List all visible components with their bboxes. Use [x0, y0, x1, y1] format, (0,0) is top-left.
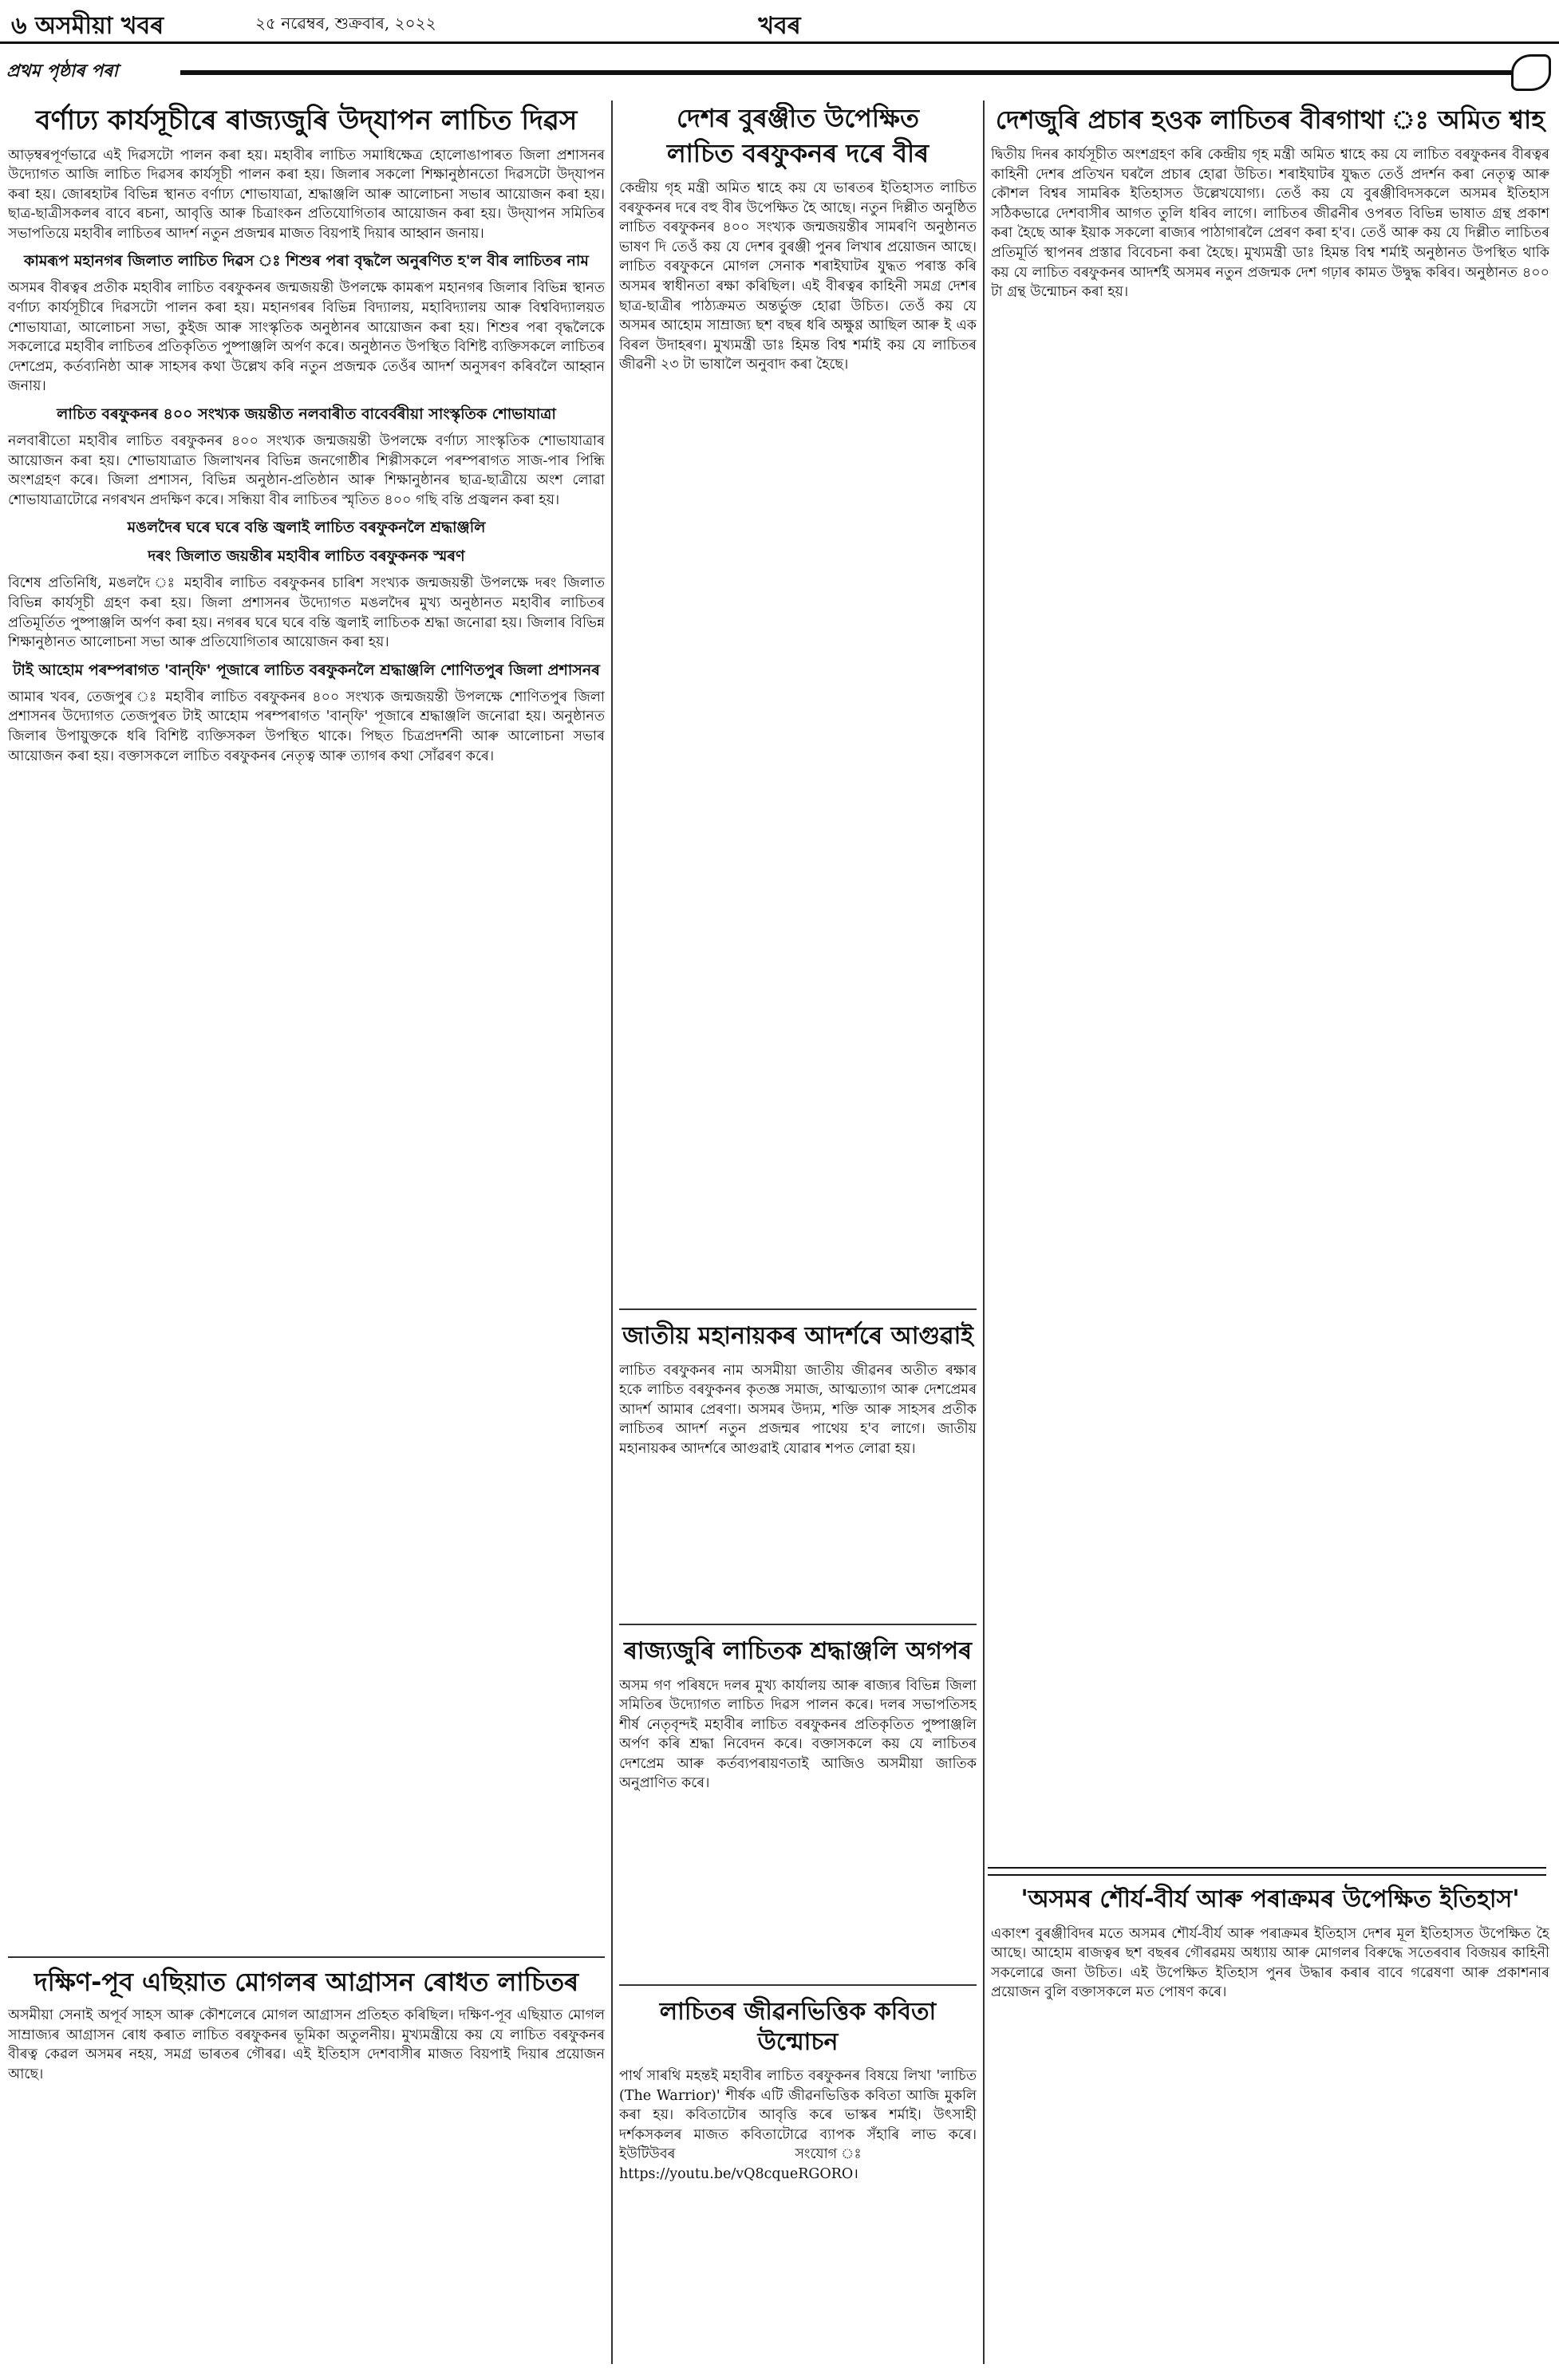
- scroll-icon: [1511, 54, 1551, 91]
- headline: ৰাজ্যজুৰি লাচিতক শ্ৰদ্ধাঞ্জলি অগপৰ: [623, 1637, 973, 1665]
- article-poem-release: [619, 1992, 977, 2367]
- article-agp-tribute: [619, 1632, 977, 1975]
- headline-line2: লাচিত বৰফুকনৰ দৰে বীৰ: [666, 138, 929, 168]
- band-rule: [180, 70, 1511, 75]
- masthead: [0, 0, 1559, 44]
- column-divider: [983, 101, 985, 2364]
- article-body: অসমীয়া সেনাই অপূৰ্ব সাহস আৰু কৌশলেৰে মোগল আগ্ৰাসন প্ৰতিহত কৰিছিল। দক্ষিণ-পূব এছিয়াত মোগল সাম্ৰাজ্যৰ আগ্ৰাসন ৰোধ কৰাত লাচিত বৰফুকনৰ ভূমিকা অতুলনীয়। মুখ্যমন্ত্ৰীয়ে কয় যে লাচিত বৰফুকনৰ বীৰত্ব কেৱল অসমৰ নহয়, সমগ্ৰ ভাৰতৰ গৌৰৱ। এই ইতিহাস দেশবাসীৰ মাজত বিয়পাই দিয়াৰ প্ৰয়োজন আছে।: [8, 2007, 605, 2082]
- article-body: অসমৰ বীৰত্বৰ প্ৰতীক মহাবীৰ লাচিত বৰফুকনৰ জন্মজয়ন্তী উপলক্ষে কামৰূপ মহানগৰ জিলাৰ বিভিন্ন স্থানত বৰ্ণাঢ্য কাৰ্যসূচীৰে দিৱসটো পালন কৰা হয়। মহানগৰৰ বিভিন্ন বিদ্যালয়, মহাবিদ্যালয় আৰু বিশ্ববিদ্যালয়ত শোভাযাত্ৰা, আলোচনা সভা, কুইজ আৰু সাংস্কৃতিক অনুষ্ঠানৰ আয়োজন কৰা হয়। শিশুৰ পৰা বৃদ্ধলৈকে সকলোৱে মহাবীৰ লাচিতৰ প্ৰতিকৃতিত পুষ্পাঞ্জলি অৰ্পণ কৰে। অনুষ্ঠানত উপস্থিত বিশিষ্ট ব্যক্তিসকলে লাচিতৰ দেশপ্ৰেম, কৰ্তব্যনিষ্ঠা আৰু সাহসৰ কথা উল্লেখ কৰি নতুন প্ৰজন্মক তেওঁৰ আদৰ্শ অনুসৰণ কৰিবলৈ আহ্বান জনায়।: [8, 280, 605, 395]
- article-body: আড়ম্বৰপূৰ্ণভাৱে এই দিৱসটো পালন কৰা হয়। মহাবীৰ লাচিত সমাধিক্ষেত্ৰ হোলোঙাপাৰত জিলা প্ৰশাসনৰ উদ্যোগত আজি লাচিত দিৱসৰ কাৰ্যসূচী পালন কৰা হয়। জিলাৰ সকলো শিক্ষানুষ্ঠানতো দিৱসটো উদ্‌যাপন কৰা হয়। জোৰহাটৰ বিভিন্ন স্থানত বৰ্ণাঢ্য শোভাযাত্ৰা, শ্ৰদ্ধাঞ্জলি আৰু আলোচনা সভাৰ আয়োজন কৰা হয়। ছাত্ৰ-ছাত্ৰীসকলৰ বাবে ৰচনা, আবৃত্তি আৰু চিত্ৰাংকন প্ৰতিযোগিতাৰ আয়োজন কৰা হয়। উদ্‌যাপন সমিতিৰ সভাপতিয়ে মহাবীৰ লাচিতৰ আদৰ্শ নতুন প্ৰজন্মৰ মাজত বিয়পাই দিয়াৰ আহ্বান জনায়।: [8, 147, 605, 242]
- article-divider: [8, 1956, 605, 1958]
- article-body: একাংশ বুৰঞ্জীবিদৰ মতে অসমৰ শৌৰ্য-বীৰ্য আৰু পৰাক্ৰমৰ ইতিহাস দেশৰ মূল ইতিহাসত উপেক্ষিত হৈ আছে। আহোম ৰাজত্বৰ ছশ বছৰৰ গৌৰৱময় অধ্যায় আৰু মোগলৰ বিৰুদ্ধে সতেৰবাৰ বিজয়ৰ কাহিনী সকলোৱে জনা উচিত। এই উপেক্ষিত ইতিহাস পুনৰ উদ্ধাৰ কৰাৰ বাবে গৱেষণা আৰু প্ৰকাশনাৰ প্ৰয়োজন বুলি বক্তাসকলে মত পোষণ কৰে।: [991, 1925, 1549, 2001]
- article-body: আমাৰ খবৰ, তেজপুৰ ঃ মহাবীৰ লাচিত বৰফুকনৰ ৪০০ সংখ্যক জন্মজয়ন্তী উপলক্ষে শোণিতপুৰ জিলা প্ৰশাসনৰ উদ্যোগত তেজপুৰত টাই আহোম পৰম্পৰাগত 'বান্‌ফি' পূজাৰে শ্ৰদ্ধাঞ্জলি জনোৱা হয়। অনুষ্ঠানত জিলাৰ উপায়ুক্তকে ধৰি বিশিষ্ট ব্যক্তিসকল উপস্থিত থাকে। পিছত চিত্ৰপ্ৰদৰ্শনী আৰু আলোচনা সভাৰ আয়োজন কৰা হয়। বক্তাসকলে লাচিত বৰফুকনৰ নেতৃত্ব আৰু ত্যাগৰ কথা সোঁৱৰণ কৰে।: [8, 689, 605, 764]
- article-lachit-day: [8, 102, 605, 1949]
- subheading: মঙলদৈৰ ঘৰে ঘৰে বন্তি জ্বলাই লাচিত বৰফুকনলৈ শ্ৰদ্ধাঞ্জলি: [127, 519, 486, 537]
- issue-date: ২৫ নৱেম্বৰ, শুক্ৰবাৰ, ২০২২: [255, 14, 436, 33]
- subheading: লাচিত বৰফুকনৰ ৪০০ সংখ্যক জয়ন্তীত নলবাৰীত বাবেৰ্বৰীয়া সাংস্কৃতিক শোভাযাত্ৰা: [57, 405, 556, 424]
- article-divider: [619, 1984, 977, 1986]
- headline: দেশজুৰি প্ৰচাৰ হওক লাচিতৰ বীৰগাথা ঃ অমিত শ্বাহ: [995, 105, 1545, 135]
- article-body: দ্বিতীয় দিনৰ কাৰ্যসূচীত অংশগ্ৰহণ কৰি কেন্দ্ৰীয় গৃহ মন্ত্ৰী অমিত শ্বাহে কয় যে লাচিত বৰফুকনৰ বীৰত্বৰ কাহিনী দেশৰ প্ৰতিখন ঘৰলৈ প্ৰচাৰ হোৱা উচিত। শৰাইঘাটৰ যুদ্ধত তেওঁ প্ৰদৰ্শন কৰা নেতৃত্ব আৰু কৌশল বিশ্বৰ সামৰিক ইতিহাসত উল্লেখযোগ্য। তেওঁ কয় যে বুৰঞ্জীবিদসকলে অসমৰ ইতিহাস সঠিকভাৱে দেশবাসীৰ আগত তুলি ধৰিব লাগে। লাচিতৰ জীৱনীৰ ওপৰত বিভিন্ন ভাষাত গ্ৰন্থ প্ৰকাশ কৰা হৈছে আৰু ইয়াক সকলো ৰাজ্যৰ পাঠাগাৰলৈ প্ৰেৰণ কৰা হ'ব। তেওঁ আৰু কয় যে দিল্লীত লাচিতৰ প্ৰতিমূৰ্তি স্থাপনৰ প্ৰস্তাৱ বিবেচনা কৰা হৈছে। মুখ্যমন্ত্ৰী ডাঃ হিমন্ত বিশ্ব শৰ্মাই অনুষ্ঠানত উপস্থিত থাকি কয় যে লাচিত বৰফুকনৰ আদৰ্শই অসমৰ নতুন প্ৰজন্মক দেশ গঢ়াৰ কামত উদ্বুদ্ধ কৰিব। অনুষ্ঠানত ৪০০ টা গ্ৰন্থ উন্মোচন কৰা হয়।: [991, 147, 1549, 301]
- article-divider: [619, 1624, 977, 1625]
- article-divider: [988, 1867, 1546, 1876]
- section-band: [0, 53, 1559, 91]
- article-amit-shah: [991, 102, 1549, 1857]
- subheading: কামৰূপ মহানগৰ জিলাত লাচিত দিৱস ঃ শিশুৰ পৰা বৃদ্ধলৈ অনুৰণিত হ'ল বীৰ লাচিতৰ নাম: [24, 252, 589, 270]
- subheading: টাই আহোম পৰম্পৰাগত 'বান্‌ফি' পূজাৰে লাচিত বৰফুকনলৈ শ্ৰদ্ধাঞ্জলি শোণিতপুৰ জিলা প্ৰশাসনৰ: [13, 661, 600, 679]
- article-divider: [619, 1308, 977, 1310]
- article-body: পাৰ্থ সাৰথি মহন্তই মহাবীৰ লাচিত বৰফুকনৰ বিষয়ে লিখা 'লাচিত (The Warrior)' শীৰ্ষক এটি জীৱনভিত্তিক কবিতা আজি মুকলি কৰা হয়। কবিতাটোৰ আবৃত্তি কৰে ভাস্কৰ শৰ্মাই। উৎসাহী দৰ্শকসকলৰ মাজত কবিতাটোৱে ব্যাপক সঁহাৰি লাভ কৰে। ইউটিউবৰ সংযোগ ঃ https://youtu.be/vQ8cqueRGORO।: [619, 2068, 977, 2182]
- subheading: দৰং জিলাত জয়ন্তীৰ মহাবীৰ লাচিত বৰফুকনক স্মৰণ: [148, 547, 465, 566]
- headline: দেশৰ বুৰঞ্জীত উপেক্ষিত: [677, 103, 919, 133]
- section-name: খবৰ: [758, 12, 801, 40]
- column-divider: [611, 101, 613, 2364]
- headline: দক্ষিণ-পূব এছিয়াত মোগলৰ আগ্ৰাসন ৰোধত লাচিতৰ: [34, 1967, 579, 1997]
- headline: লাচিতৰ জীৱনভিত্তিক কবিতা উন্মোচন: [659, 1998, 937, 2056]
- page-label: ৬ অসমীয়া খবৰ: [11, 12, 164, 40]
- article-national-hero: [619, 1316, 977, 1612]
- headline: 'অসমৰ শৌৰ্য-বীৰ্য আৰু পৰাক্ৰমৰ উপেক্ষিত ইতিহাস': [1020, 1885, 1520, 1913]
- headline: বৰ্ণাঢ্য কাৰ্যসূচীৰে ৰাজ্যজুৰি উদ্‌যাপন লাচিত দিৱস: [35, 105, 578, 136]
- article-body: অসম গণ পৰিষদে দলৰ মুখ্য কাৰ্যালয় আৰু ৰাজ্যৰ বিভিন্ন জিলা সমিতিৰ উদ্যোগত লাচিত দিৱস পালন কৰে। দলৰ সভাপতিসহ শীৰ্ষ নেতৃবৃন্দই মহাবীৰ লাচিত বৰফুকনৰ প্ৰতিকৃতিত পুষ্পাঞ্জলি অৰ্পণ কৰি শ্ৰদ্ধা নিবেদন কৰে। বক্তাসকলে কয় যে লাচিতৰ দেশপ্ৰেম আৰু কৰ্তব্যপৰায়ণতাই আজিও অসমীয়া জাতিক অনুপ্ৰাণিত কৰে।: [619, 1677, 977, 1792]
- article-body: লাচিত বৰফুকনৰ নাম অসমীয়া জাতীয় জীৱনৰ অতীত ৰক্ষাৰ হকে লাচিত বৰফুকনৰ কৃতজ্ঞ সমাজ, আত্মত্যাগ আৰু দেশপ্ৰেমৰ আদৰ্শ আমাৰ প্ৰেৰণা। অসমৰ উদ্যম, শক্তি আৰু সাহসৰ প্ৰতীক লাচিতৰ আদৰ্শ নতুন প্ৰজন্মৰ পাথেয় হ'ব লাগে। জাতীয় মহানায়কৰ আদৰ্শৰে আগুৱাই যোৱাৰ শপত লোৱা হয়।: [619, 1362, 977, 1457]
- article-body: বিশেষ প্ৰতিনিধি, মঙলদৈ ঃ মহাবীৰ লাচিত বৰফুকনৰ চাৰিশ সংখ্যক জন্মজয়ন্তী উপলক্ষে দৰং জিলাত বিভিন্ন কাৰ্যসূচী গ্ৰহণ কৰা হয়। জিলা প্ৰশাসনৰ উদ্যোগত মঙলদৈৰ মুখ্য অনুষ্ঠানত মহাবীৰ লাচিতৰ প্ৰতিমূৰ্তিত পুষ্পাঞ্জলি অৰ্পণ কৰা হয়। নগৰৰ ঘৰে ঘৰে বন্তি জ্বলাই লাচিতক শ্ৰদ্ধা জনোৱা হয়। জিলাৰ বিভিন্ন শিক্ষানুষ্ঠানত আলোচনা সভা আৰু প্ৰতিযোগিতাৰ আয়োজন কৰা হয়।: [8, 575, 605, 651]
- article-ignored-valour: [991, 1880, 1549, 2366]
- article-body: কেন্দ্ৰীয় গৃহ মন্ত্ৰী অমিত শ্বাহে কয় যে ভাৰতৰ ইতিহাসত লাচিত বৰফুকনৰ দৰে বহু বীৰ উপেক্ষিত হৈ আছে। নতুন দিল্লীত অনুষ্ঠিত লাচিত বৰফুকনৰ ৪০০ সংখ্যক জন্মজয়ন্তীৰ সামৰণি অনুষ্ঠানত ভাষণ দি তেওঁ কয় যে দেশৰ বুৰঞ্জী পুনৰ লিখাৰ প্ৰয়োজন আছে। লাচিত বৰফুকনে মোগল সেনাক শৰাইঘাটৰ যুদ্ধত পৰাস্ত কৰি অসমৰ স্বাধীনতা ৰক্ষা কৰিছিল। এই বীৰত্বৰ কাহিনী সমগ্ৰ দেশৰ ছাত্ৰ-ছাত্ৰীৰ পাঠ্যক্ৰমত অন্তৰ্ভুক্ত হোৱা উচিত। তেওঁ কয় যে অসমৰ আহোম সাম্ৰাজ্য ছশ বছৰ ধৰি অক্ষুণ্ণ আছিল আৰু ই এক বিৰল উদাহৰণ। মুখ্যমন্ত্ৰী ডাঃ হিমন্ত বিশ্ব শৰ্মাই কয় যে লাচিতৰ জীৱনী ২৩ টা ভাষালৈ অনুবাদ কৰা হৈছে।: [619, 180, 977, 373]
- article-mughal-aggression: [8, 1964, 605, 2367]
- headline: জাতীয় মহানায়কৰ আদৰ্শৰে আগুৱাই: [622, 1322, 973, 1350]
- band-label: প্ৰথম পৃষ্ঠাৰ পৰা: [6, 61, 118, 81]
- article-body: নলবাৰীতো মহাবীৰ লাচিত বৰফুকনৰ ৪০০ সংখ্যক জন্মজয়ন্তী উপলক্ষে বৰ্ণাঢ্য সাংস্কৃতিক শোভাযাত্ৰাৰ আয়োজন কৰা হয়। শোভাযাত্ৰাত জিলাখনৰ বিভিন্ন জনগোষ্ঠীৰ শিল্পীসকলে পৰম্পৰাগত সাজ-পাৰ পিন্ধি অংশগ্ৰহণ কৰে। জিলা প্ৰশাসন, বিভিন্ন অনুষ্ঠান-প্ৰতিষ্ঠান আৰু শিক্ষানুষ্ঠানৰ ছাত্ৰ-ছাত্ৰীয়ে অংশ লোৱা শোভাযাত্ৰাটোৱে নগৰখন প্ৰদক্ষিণ কৰে। সন্ধিয়া বীৰ লাচিতৰ স্মৃতিত ৪০০ গছি বন্তি প্ৰজ্বলন কৰা হয়।: [8, 433, 605, 508]
- article-ignored-history: [619, 102, 977, 1299]
